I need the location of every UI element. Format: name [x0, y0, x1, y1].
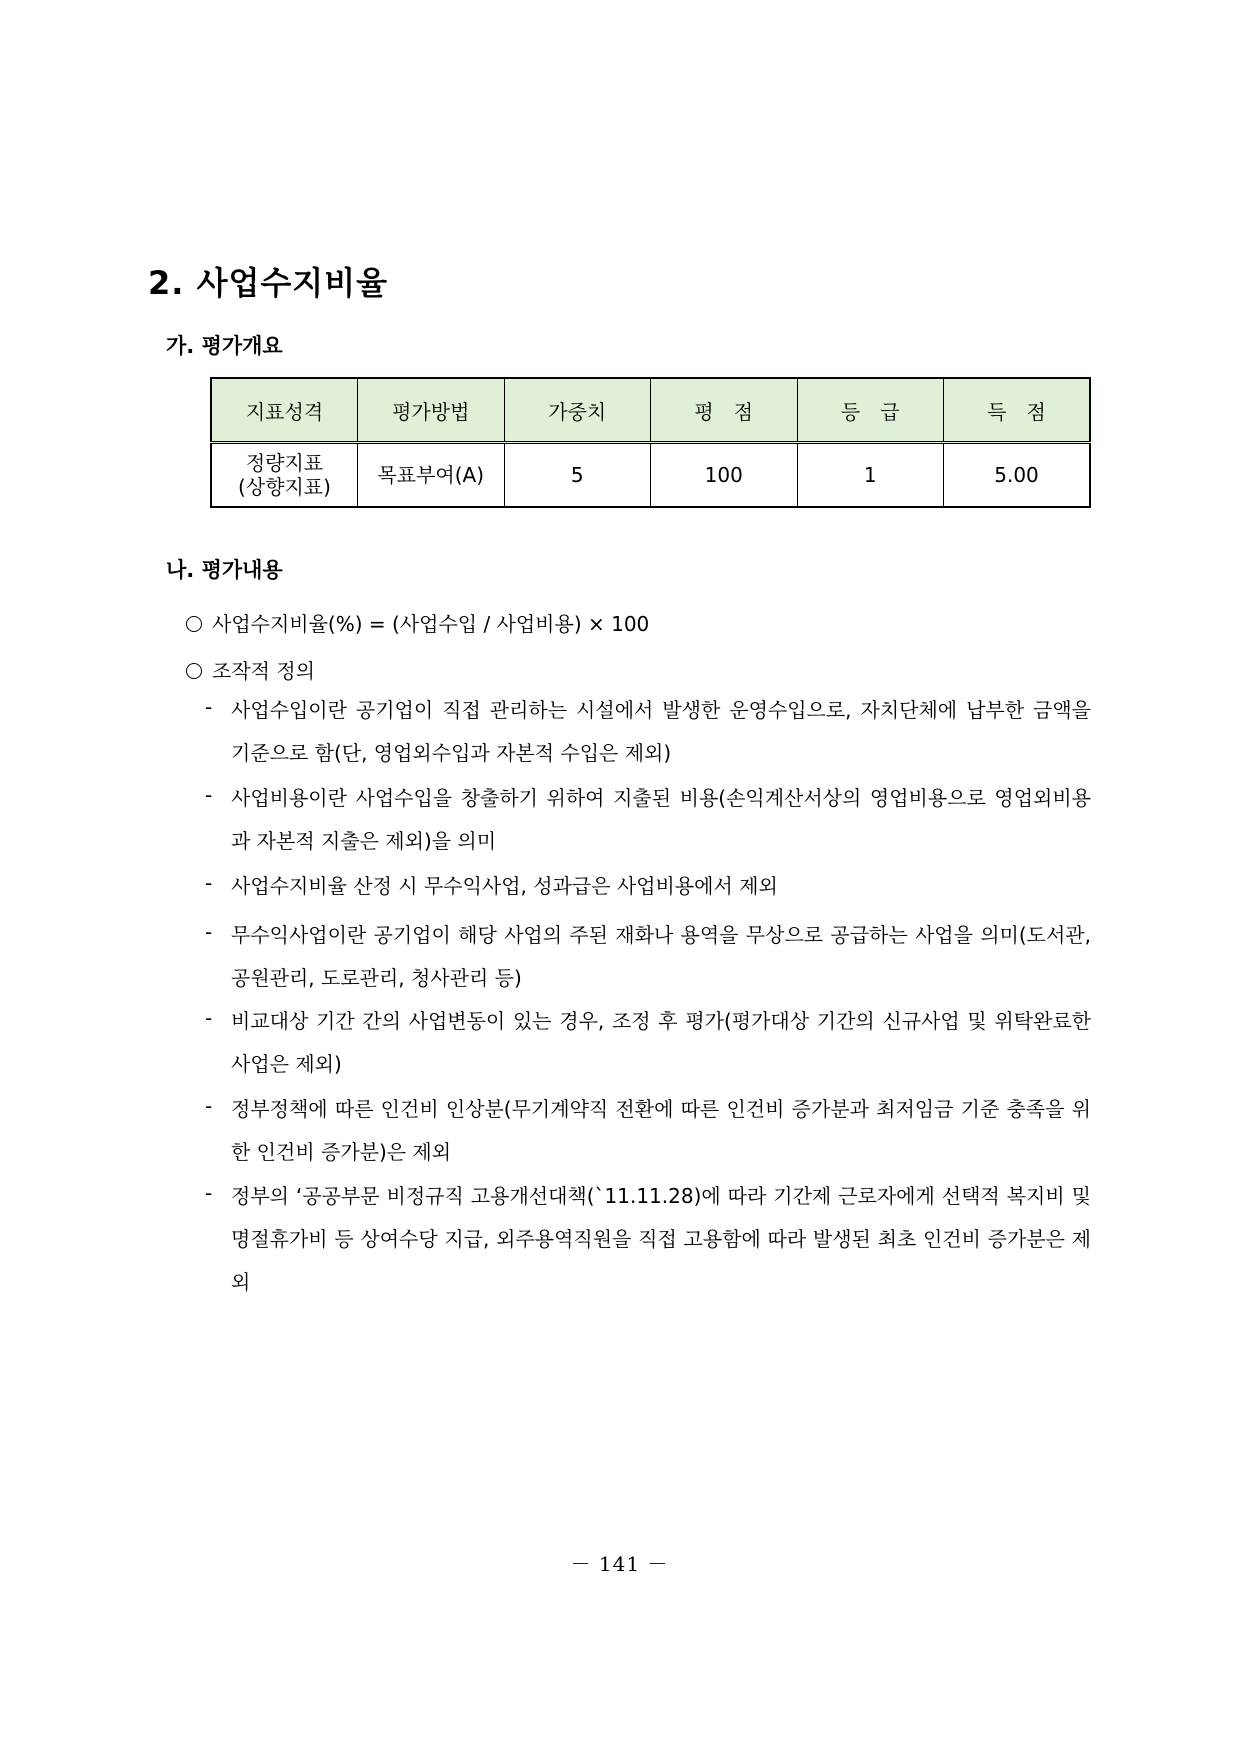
- table-header: 득 점: [944, 378, 1091, 443]
- page-number: － 141 －: [570, 1552, 669, 1576]
- table-header: 평 점: [651, 378, 798, 443]
- list-item: [205, 1088, 1091, 1174]
- circle-bullet-icon: [186, 663, 202, 679]
- list-item-text: 사업비용이란 사업수입을 창출하기 위하여 지출된 비용(손익계산서상의 영업비용으로 영업외비용과 자본적 지출은 제외)을 의미: [231, 786, 1091, 853]
- nature-line-2: (상향지표): [238, 475, 331, 499]
- dash-marker: -: [205, 783, 213, 807]
- formula-bullet: [186, 608, 649, 637]
- list-item-text: 정부정책에 따른 인건비 인상분(무기계약직 전환에 따른 인건비 증가분과 최저임금 기준 충족을 위한 인건비 증가분)은 제외: [231, 1097, 1091, 1164]
- section-title: 2. 사업수지비율: [148, 264, 389, 302]
- definition-title: 조작적 정의: [212, 659, 315, 683]
- table-cell-score: 100: [651, 443, 798, 508]
- list-item-text: 사업수입이란 공기업이 직접 관리하는 시설에서 발생한 운영수입으로, 자치단체에 납부한 금액을 기준으로 함(단, 영업외수입과 자본적 수입은 제외): [231, 698, 1091, 765]
- dash-marker: -: [205, 695, 213, 719]
- table-header: 가중치: [504, 378, 651, 443]
- dash-marker: -: [205, 920, 213, 944]
- table-header: 등 급: [797, 378, 944, 443]
- list-item: [205, 1000, 1091, 1086]
- list-item: [205, 777, 1091, 863]
- table-cell-points: 5.00: [944, 443, 1091, 508]
- list-item-text: 비교대상 기간 간의 사업변동이 있는 경우, 조정 후 평가(평가대상 기간의 신규사업 및 위탁완료한 사업은 제외): [231, 1009, 1091, 1076]
- evaluation-summary-table: [210, 377, 1091, 508]
- definition-bullet: [186, 655, 315, 684]
- dash-marker: -: [205, 1181, 213, 1205]
- table-cell-nature: [211, 443, 358, 508]
- circle-bullet-icon: [186, 616, 202, 632]
- formula-text: 사업수지비율(%) = (사업수입 / 사업비용) × 100: [212, 612, 650, 636]
- list-item: [205, 865, 1091, 908]
- list-item-text: 사업수지비율 산정 시 무수익사업, 성과급은 사업비용에서 제외: [231, 874, 778, 898]
- dash-marker: -: [205, 871, 213, 895]
- table-header-row: [211, 378, 1090, 443]
- list-item: [205, 914, 1091, 1000]
- table-header: 지표성격: [211, 378, 358, 443]
- dash-marker: -: [205, 1006, 213, 1030]
- list-item: [205, 689, 1091, 775]
- table-cell-method: 목표부여(A): [358, 443, 505, 508]
- table-cell-grade: 1: [797, 443, 944, 508]
- dash-marker: -: [205, 1094, 213, 1118]
- table-cell-weight: 5: [504, 443, 651, 508]
- nature-line-1: 정량지표: [245, 451, 324, 475]
- table-row: [211, 443, 1090, 508]
- subsection-heading-overview: 가. 평가개요: [166, 334, 283, 358]
- list-item-text: 무수익사업이란 공기업이 해당 사업의 주된 재화나 용역을 무상으로 공급하는 사업을 의미(도서관, 공원관리, 도로관리, 청사관리 등): [231, 923, 1091, 990]
- subsection-heading-content: 나. 평가내용: [166, 558, 283, 582]
- table-header: 평가방법: [358, 378, 505, 443]
- list-item: [205, 1175, 1091, 1304]
- list-item-text: 정부의 ‘공공부문 비정규직 고용개선대책(`11.11.28)에 따라 기간제 근로자에게 선택적 복지비 및 명절휴가비 등 상여수당 지급, 외주용역직원을 직접 고용함에 따라 발생된 최초 인건비 증가분은 제외: [231, 1184, 1091, 1294]
